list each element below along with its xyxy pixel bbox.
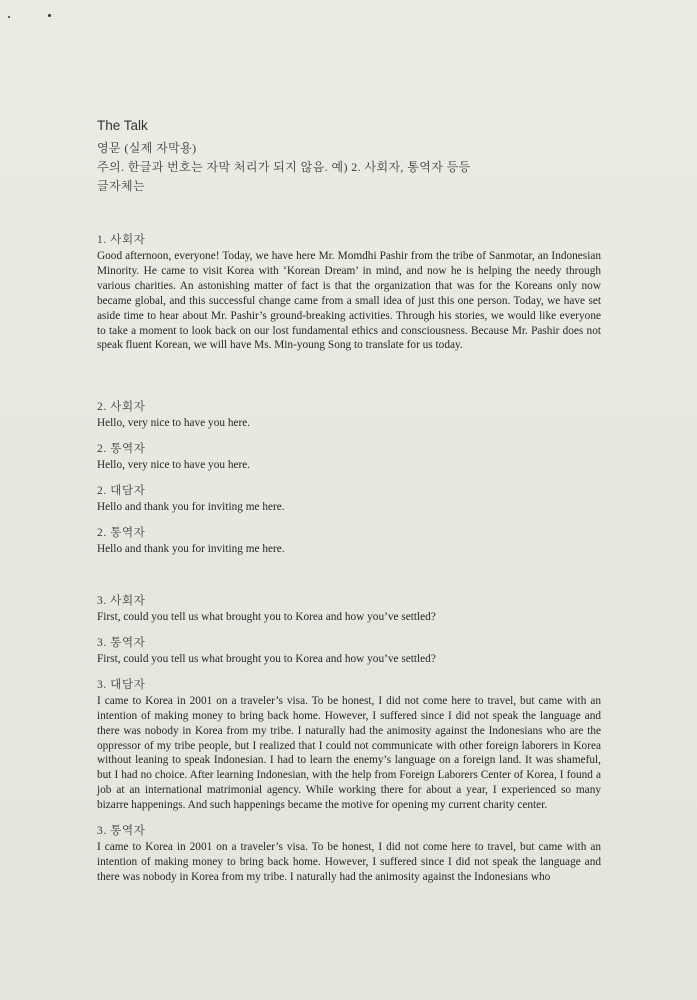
speaker-label: 3. 사회자: [97, 594, 146, 607]
dialogue-block: [97, 677, 601, 813]
dialogue-text: First, could you tell us what brought you to Korea and how you’ve settled?: [97, 610, 436, 623]
speaker-label: 2. 사회자: [97, 401, 146, 414]
speaker-label: 2. 통역자: [97, 443, 146, 456]
dialogue-block: [97, 593, 601, 625]
speaker-label: 3. 대담자: [97, 678, 146, 691]
dialogue-block: [97, 483, 601, 515]
dialogue-block: [97, 525, 601, 557]
dialogue-text: Hello and thank you for inviting me here.: [97, 501, 285, 514]
dialogue-text: First, could you tell us what brought you to Korea and how you’ve settled?: [97, 652, 436, 665]
dialogue-block: [97, 441, 601, 473]
header-note-2: 주의. 한글과 번호는 자막 처리가 되지 않음. 예) 2. 사회자, 통역자 등등: [97, 160, 471, 174]
dialogue-block: [97, 399, 601, 431]
dialogue-block: [97, 823, 601, 885]
speaker-label: 3. 통역자: [97, 825, 146, 838]
transcript: [97, 232, 601, 895]
speaker-label: 2. 대담자: [97, 485, 146, 498]
dialogue-text: Hello and thank you for inviting me here.: [97, 543, 285, 556]
document-header: [97, 118, 617, 196]
dialogue-text: Hello, very nice to have you here.: [97, 459, 251, 472]
dialogue-text: I came to Korea in 2001 on a traveler’s visa. To be honest, I did not come here to travel, but came with an intention of making money to bring back home. However, I suffered since I did not speak the language and there was nobody in Korea from my tribe. I naturally had the animosity against the Indonesians who are the oppressor of my tribe people, but I realized that I could not communicate with other foreign laborers in Korea without leaning to speak Indonesian. I had to learn the enemy’s language on a foreign land. It was shameful, but I had no choice. After learning Indonesian, with the help from Foreign Laborers Center of Korea, I found a job at an international matrimonial agency. While working there for about a year, I experienced so many bizarre happenings. And such happenings became the motive for opening my current charity center.: [97, 694, 601, 812]
dialogue-block: [97, 635, 601, 667]
dialogue-text: Good afternoon, everyone! Today, we have here Mr. Momdhi Pashir from the tribe of Sanmotar, an Indonesian Minority. He came to visit Korea with ‘Korean Dream’ in mind, and now he is helping the needy through various charities. An astonishing matter of fact is that the organization that was for the Koreans only now became global, and this successful change came from a small idea of just this one person. Today, we have set aside time to hear about Mr. Pashir’s ground-breaking activities. Through his stories, we would like everyone to take a moment to look back on our lost fundamental ethics and consciousness. Because Mr. Pashir does not speak fluent Korean, we will have Ms. Min-young Song to translate for us today.: [97, 250, 601, 352]
dialogue-text: Hello, very nice to have you here.: [97, 417, 251, 430]
scan-speck: [48, 14, 51, 17]
scan-speck: [8, 16, 10, 18]
speaker-label: 1. 사회자: [97, 234, 146, 246]
speaker-label: 3. 통역자: [97, 636, 146, 649]
header-note-1: 영문 (실제 자막용): [97, 141, 197, 155]
dialogue-block: [97, 232, 601, 353]
document-title: The Talk: [97, 118, 148, 133]
dialogue-text: I came to Korea in 2001 on a traveler’s visa. To be honest, I did not come here to travel, but came with an intention of making money to bring back home. However, I suffered since I did not speak the language and there was nobody in Korea from my tribe. I naturally had the animosity against the Indonesians who: [97, 841, 601, 883]
header-note-3: 글자체는: [97, 179, 145, 193]
speaker-label: 2. 통역자: [97, 527, 146, 540]
